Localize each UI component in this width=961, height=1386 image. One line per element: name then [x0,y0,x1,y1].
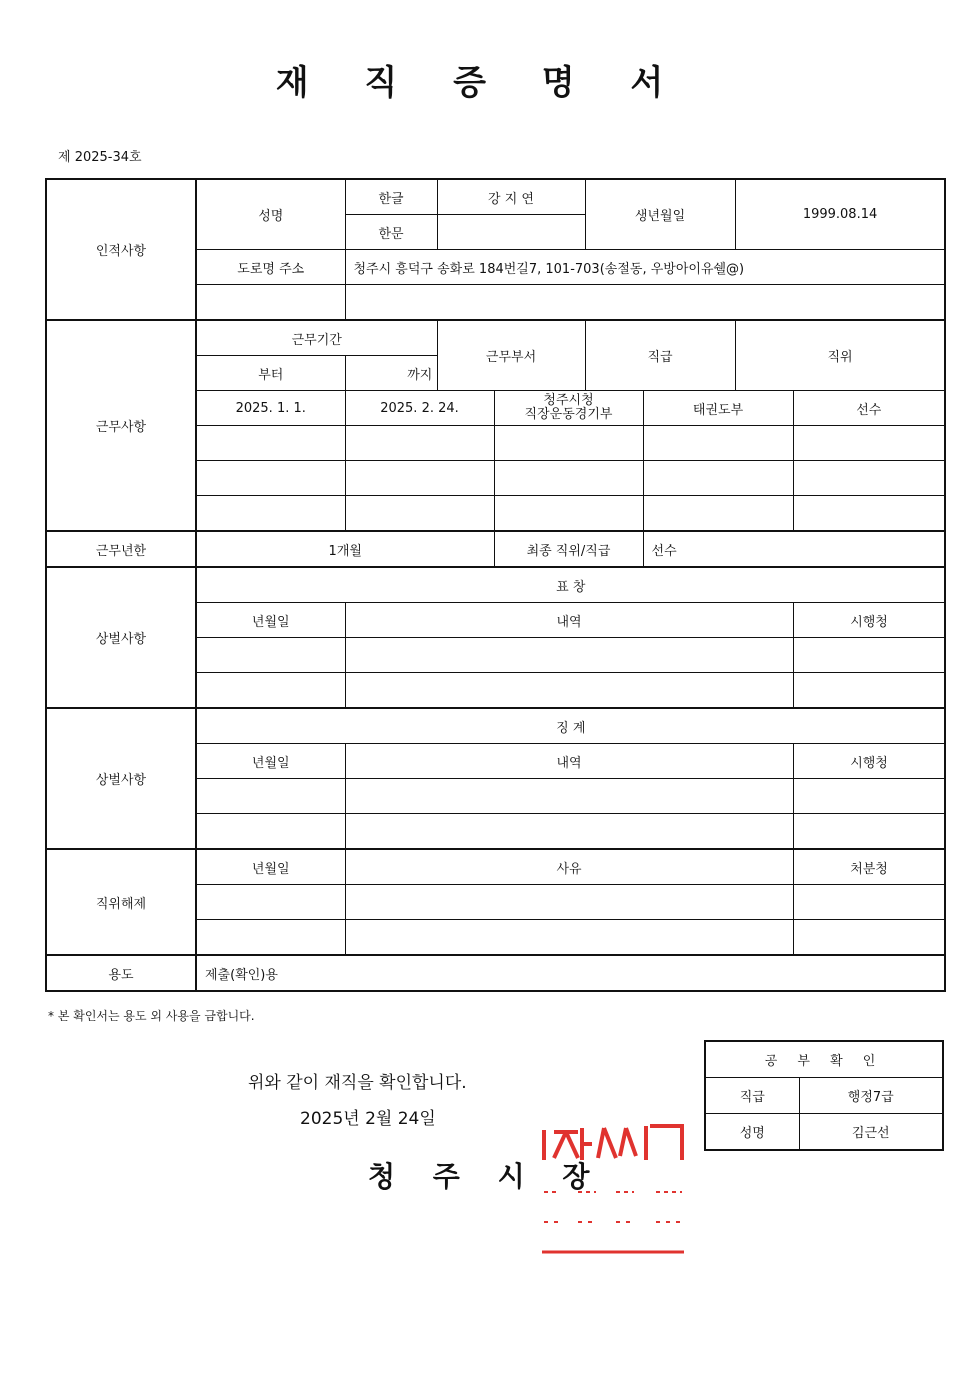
discipline-header: 징 계 [196,708,945,744]
discipline-section-label: 상벌사항 [46,708,196,849]
work-section-label: 근무사항 [46,320,196,531]
awards-detail-label: 내역 [345,603,793,638]
awards-agency-label: 시행청 [793,603,945,638]
name-label: 성명 [196,179,345,250]
birth-value: 1999.08.14 [735,179,945,250]
personal-section-label: 인적사항 [46,179,196,320]
dismissal-agency-label: 처분청 [793,849,945,885]
awards-date-label: 년월일 [196,603,345,638]
empty-cell [345,285,945,321]
dismissal-date-label: 년월일 [196,849,345,885]
to-label: 까지 [345,356,494,391]
final-position-value: 선수 [643,531,945,567]
hanja-label: 한문 [345,215,437,250]
certificate-table [45,178,946,992]
awards-header: 표 창 [196,567,945,603]
issue-date: 2025년 2월 24일 [300,1109,436,1129]
work-from: 2025. 1. 1. [196,391,345,426]
address-label: 도로명 주소 [196,250,345,285]
issuer-name: 청 주 시 장 [368,1160,604,1193]
confirm-text: 위와 같이 재직을 확인합니다. [248,1073,467,1093]
verify-name-value: 김근선 [799,1114,943,1151]
birth-label: 생년월일 [585,179,735,250]
from-label: 부터 [196,356,345,391]
dept-label: 근무부서 [437,320,585,391]
grade-label: 직급 [585,320,735,391]
dismissal-reason-label: 사유 [345,849,793,885]
discipline-date-label: 년월일 [196,744,345,779]
work-to: 2025. 2. 24. [345,391,494,426]
tenure-value: 1개월 [196,531,494,567]
verify-grade-label: 직급 [705,1078,799,1114]
korean-name: 강 지 연 [437,179,585,215]
position-label: 직위 [735,320,945,391]
official-seal-stamp [538,1120,686,1260]
address-value: 청주시 흥덕구 송화로 184번길7, 101-703(송절동, 우방아이유쉘@) [345,250,945,285]
period-label: 근무기간 [196,320,437,356]
discipline-detail-label: 내역 [345,744,793,779]
work-grade: 태권도부 [643,391,793,426]
discipline-agency-label: 시행청 [793,744,945,779]
document-number: 제 2025-34호 [58,150,142,165]
hanja-name [437,215,585,250]
verify-header: 공 부 확 인 [705,1041,943,1078]
verify-grade-value: 행정7급 [799,1078,943,1114]
purpose-value: 제출(확인)용 [196,955,945,991]
work-position: 선수 [793,391,945,426]
work-dept-line2: 직장운동경기부 [524,407,613,422]
purpose-label: 용도 [46,955,196,991]
awards-section-label: 상벌사항 [46,567,196,708]
work-dept [494,391,643,426]
usage-note: * 본 확인서는 용도 외 사용을 금합니다. [48,1009,255,1023]
final-position-label: 최종 직위/직급 [494,531,643,567]
verify-name-label: 성명 [705,1114,799,1151]
korean-label: 한글 [345,179,437,215]
record-verification-box [704,1040,944,1151]
work-dept-line1: 청주시청 [543,393,594,408]
empty-cell [196,285,345,321]
dismissal-section-label: 직위해제 [46,849,196,955]
document-title: 재 직 증 명 서 [275,63,686,103]
tenure-label: 근무년한 [46,531,196,567]
